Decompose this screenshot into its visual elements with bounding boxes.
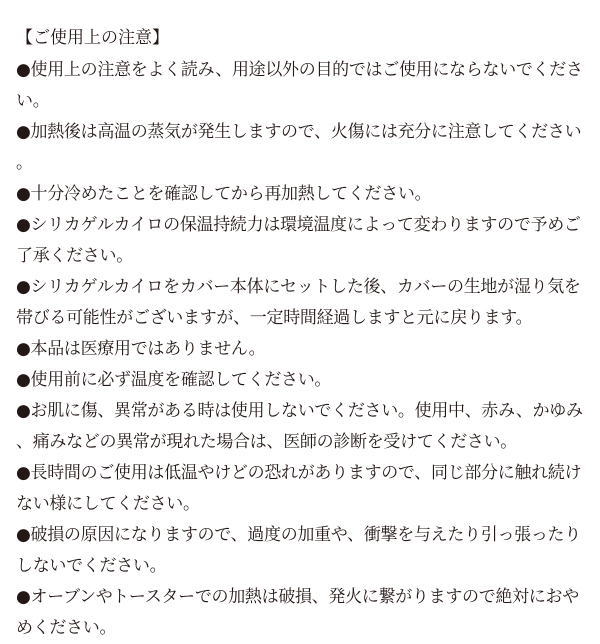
caution-item: ●十分冷めたことを確認してから再加熱してください。 bbox=[16, 184, 432, 204]
caution-item: ●使用上の注意をよく読み、用途以外の目的ではご使用にならないでください。 bbox=[16, 60, 583, 111]
caution-item: ●使用前に必ず温度を確認してください。 bbox=[16, 370, 332, 390]
caution-item: ●シリカゲルカイロをカバー本体にセットした後、カバーの生地が湿り気を帯びる可能性がございますが、一定時間経過しますと元に戻ります。 bbox=[16, 277, 581, 328]
caution-item: ●長時間のご使用は低温やけどの恐れがありますので、同じ部分に触れ続けない様にしてください。 bbox=[16, 463, 582, 514]
caution-list bbox=[16, 55, 586, 644]
caution-item: ●破損の原因になりますので、過度の加重や、衝撃を与えたり引っ張ったりしないでください。 bbox=[16, 525, 581, 576]
caution-item: ●シリカゲルカイロの保温持続力は環境温度によって変わりますので予めご了承ください。 bbox=[16, 215, 581, 266]
caution-item: ●本品は医療用ではありません。 bbox=[16, 339, 266, 359]
caution-item: ●お肌に傷、異常がある時は使用しないでください。使用中、赤み、かゆみ、痛みなどの異常が現れた場合は、医師の診断を受けてください。 bbox=[16, 401, 583, 452]
notice-title: 【ご使用上の注意】 bbox=[16, 28, 169, 48]
caution-item: ●加熱後は高温の蒸気が発生しますので、火傷には充分に注意してください。 bbox=[16, 122, 582, 173]
caution-item: ●オーブンやトースターでの加熱は破損、発火に繋がりますので絶対におやめください。 bbox=[16, 587, 579, 638]
